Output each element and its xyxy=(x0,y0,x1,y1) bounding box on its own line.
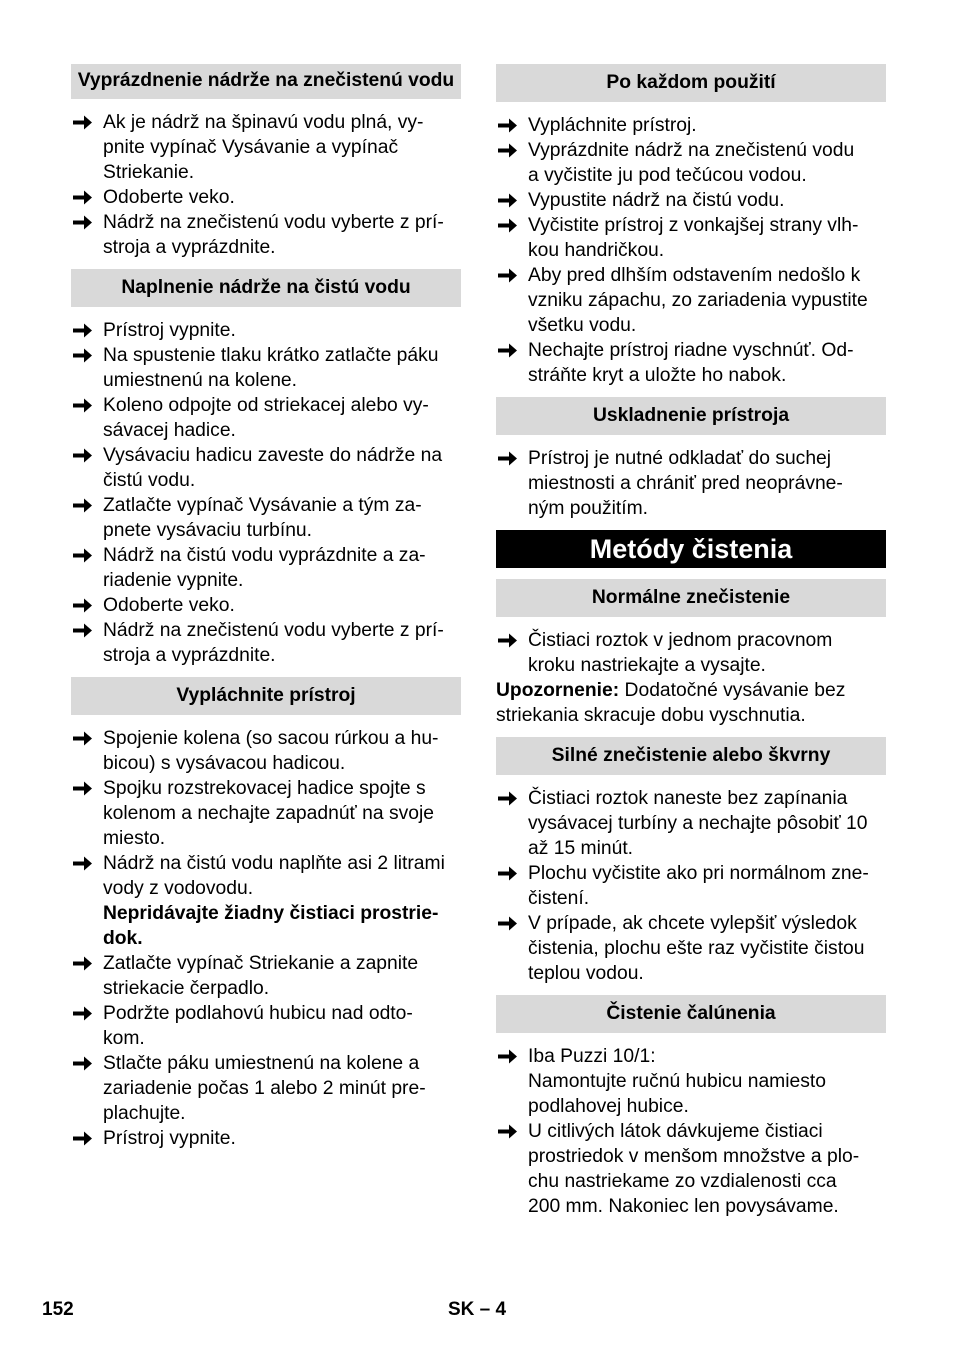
left-column xyxy=(71,64,461,1160)
list-item xyxy=(71,851,461,901)
list-item-text: Vysávaciu hadicu zaveste do nádrže na čistú vodu. xyxy=(103,445,443,491)
list-item-text: Vyprázdnite nádrž na znečistenú vodu a vyčistite ju pod tečúcou vodou. xyxy=(528,140,855,186)
list-item-text: Podržte podlahovú hubicu nad odto- kom. xyxy=(103,1003,413,1049)
bullet-list xyxy=(71,318,461,668)
bullet-list xyxy=(496,113,886,388)
list-item-text: Nádrž na čistú vodu vyprázdnite a za- riadenie vypnite. xyxy=(103,545,426,591)
list-item xyxy=(71,493,461,543)
section-empty-dirty-tank xyxy=(71,64,461,260)
arrow-right-icon xyxy=(498,865,518,882)
arrow-right-icon xyxy=(498,450,518,467)
list-item-text: Spojenie kolena (so sacou rúrkou a hu- bicou) s vysávacou hadicou. xyxy=(103,728,439,774)
list-item-text: Vyčistite prístroj z vonkajšej strany vlh- kou handričkou. xyxy=(528,215,859,261)
list-item-text: V prípade, ak chcete vylepšiť výsledok čistenia, plochu ešte raz vyčistite čistou teplou vodou. xyxy=(528,913,865,984)
section-heading: Vypláchnite prístroj xyxy=(71,677,461,715)
list-item xyxy=(71,1001,461,1051)
list-item-text: Aby pred dlhším odstavením nedošlo k vzniku zápachu, zo zariadenia vypustite všetku vodu. xyxy=(528,265,868,336)
list-item-text: Vypláchnite prístroj. xyxy=(528,115,697,136)
bullet-list xyxy=(71,726,461,901)
arrow-right-icon xyxy=(498,915,518,932)
list-item-text: Zatlačte vypínač Vysávanie a tým za- pnete vysávaciu turbínu. xyxy=(103,495,422,541)
section-fill-clean-tank xyxy=(71,269,461,668)
arrow-right-icon xyxy=(73,189,93,206)
arrow-right-icon xyxy=(73,1055,93,1072)
arrow-right-icon xyxy=(498,1048,518,1065)
arrow-right-icon xyxy=(498,142,518,159)
arrow-right-icon xyxy=(73,622,93,639)
list-item xyxy=(71,618,461,668)
arrow-right-icon xyxy=(498,342,518,359)
arrow-right-icon xyxy=(498,192,518,209)
arrow-right-icon xyxy=(73,547,93,564)
list-item xyxy=(71,185,461,210)
list-item-text: Iba Puzzi 10/1: Namontujte ručnú hubicu namiesto podlahovej hubice. xyxy=(528,1046,826,1117)
list-item xyxy=(71,393,461,443)
arrow-right-icon xyxy=(498,790,518,807)
note-label: Upozornenie: xyxy=(496,680,620,701)
arrow-right-icon xyxy=(73,730,93,747)
arrow-right-icon xyxy=(73,447,93,464)
arrow-right-icon xyxy=(73,597,93,614)
list-item-text: Plochu vyčistite ako pri normálnom zne- čistení. xyxy=(528,863,869,909)
section-after-each-use xyxy=(496,64,886,388)
section-heading: Normálne znečistenie xyxy=(496,579,886,617)
note-text: Dodatočné vysávanie bez striekania skracuje dobu vyschnutia. xyxy=(496,680,846,726)
section-heavy-soiling xyxy=(496,737,886,986)
chapter-title: Metódy čistenia xyxy=(496,530,886,568)
arrow-right-icon xyxy=(498,117,518,134)
arrow-right-icon xyxy=(498,267,518,284)
bullet-list xyxy=(71,951,461,1151)
list-item-text: Vypustite nádrž na čistú vodu. xyxy=(528,190,785,211)
section-heading: Silné znečistenie alebo škvrny xyxy=(496,737,886,775)
list-item-text: Ak je nádrž na špinavú vodu plná, vy- pnite vypínač Vysávanie a vypínač Striekanie. xyxy=(103,112,424,183)
arrow-right-icon xyxy=(498,1123,518,1140)
section-rinse-device xyxy=(71,677,461,1151)
bullet-list xyxy=(496,786,886,986)
section-heading: Naplnenie nádrže na čistú vodu xyxy=(71,269,461,307)
language-page-label: SK – 4 xyxy=(448,1299,507,1320)
arrow-right-icon xyxy=(73,497,93,514)
list-item-text: Čistiaci roztok v jednom pracovnom kroku nastriekajte a vysajte. xyxy=(528,630,833,676)
arrow-right-icon xyxy=(73,855,93,872)
list-item-text: Nádrž na čistú vodu naplňte asi 2 litrami vody z vodovodu. xyxy=(103,853,445,899)
list-item xyxy=(496,446,886,521)
list-item-text: Stlačte páku umiestnenú na kolene a zariadenie počas 1 alebo 2 minút pre- plachujte. xyxy=(103,1053,426,1124)
arrow-right-icon xyxy=(498,632,518,649)
list-item-text: Spojku rozstrekovacej hadice spojte s kolenom a nechajte zapadnúť na svoje miesto. xyxy=(103,778,434,849)
arrow-right-icon xyxy=(73,1005,93,1022)
arrow-right-icon xyxy=(73,955,93,972)
list-item-text: Prístroj vypnite. xyxy=(103,320,236,341)
bullet-list xyxy=(496,1044,886,1219)
list-item xyxy=(496,1044,886,1119)
warning-note: Nepridávajte žiadny čistiaci prostrie- dok. xyxy=(103,903,439,949)
section-upholstery xyxy=(496,995,886,1219)
list-item xyxy=(71,318,461,343)
list-item-text: Prístroj je nutné odkladať do suchej miestnosti a chrániť pred neoprávne- ným použitím. xyxy=(528,448,843,519)
section-storage xyxy=(496,397,886,521)
right-column xyxy=(496,64,886,1228)
list-item xyxy=(496,911,886,986)
page-number: 152 xyxy=(42,1299,74,1320)
list-item-text: Čistiaci roztok naneste bez zapínania vysávacej turbíny a nechajte pôsobiť 10 až 15 minút. xyxy=(528,788,868,859)
section-heading: Po každom použití xyxy=(496,64,886,102)
arrow-right-icon xyxy=(73,114,93,131)
list-item-text: Odoberte veko. xyxy=(103,595,235,616)
list-item xyxy=(71,210,461,260)
arrow-right-icon xyxy=(73,214,93,231)
list-item xyxy=(496,263,886,338)
list-item xyxy=(71,1126,461,1151)
arrow-right-icon xyxy=(73,1130,93,1147)
arrow-right-icon xyxy=(73,322,93,339)
arrow-right-icon xyxy=(73,347,93,364)
note-paragraph xyxy=(496,678,886,728)
arrow-right-icon xyxy=(498,217,518,234)
list-item-text: Odoberte veko. xyxy=(103,187,235,208)
list-item xyxy=(71,110,461,185)
list-item xyxy=(71,1051,461,1126)
list-item xyxy=(496,786,886,861)
bullet-list xyxy=(496,628,886,678)
list-item xyxy=(496,213,886,263)
list-item-text: Nádrž na znečistenú vodu vyberte z prí- stroja a vyprázdnite. xyxy=(103,620,444,666)
section-normal-soiling xyxy=(496,579,886,728)
list-item xyxy=(71,951,461,1001)
list-item xyxy=(71,726,461,776)
arrow-right-icon xyxy=(73,780,93,797)
list-item-text: Nechajte prístroj riadne vyschnúť. Od- stráňte kryt a uložte ho nabok. xyxy=(528,340,854,386)
arrow-right-icon xyxy=(73,397,93,414)
bullet-list xyxy=(496,446,886,521)
list-item xyxy=(71,443,461,493)
list-item xyxy=(496,338,886,388)
list-item xyxy=(496,138,886,188)
bullet-list xyxy=(71,110,461,260)
list-item-text: Na spustenie tlaku krátko zatlačte páku umiestnenú na kolene. xyxy=(103,345,439,391)
list-item-text: Zatlačte vypínač Striekanie a zapnite striekacie čerpadlo. xyxy=(103,953,419,999)
list-item xyxy=(71,776,461,851)
section-heading: Čistenie čalúnenia xyxy=(496,995,886,1033)
list-item-text: Nádrž na znečistenú vodu vyberte z prí- stroja a vyprázdnite. xyxy=(103,212,444,258)
list-item xyxy=(496,628,886,678)
list-item xyxy=(496,861,886,911)
list-item-text: Koleno odpojte od striekacej alebo vy- sávacej hadice. xyxy=(103,395,429,441)
list-item xyxy=(496,113,886,138)
list-item xyxy=(71,343,461,393)
list-item xyxy=(71,593,461,618)
list-item-text: U citlivých látok dávkujeme čistiaci prostriedok v menšom množstve a plo- chu nastriekame zo vzdialenosti cca 200 mm. Nakoniec len povysávame. xyxy=(528,1121,860,1217)
list-item-text: Prístroj vypnite. xyxy=(103,1128,236,1149)
list-item xyxy=(71,543,461,593)
list-item xyxy=(496,1119,886,1219)
section-heading: Uskladnenie prístroja xyxy=(496,397,886,435)
section-heading: Vyprázdnenie nádrže na znečistenú vodu xyxy=(71,64,461,99)
list-item xyxy=(496,188,886,213)
